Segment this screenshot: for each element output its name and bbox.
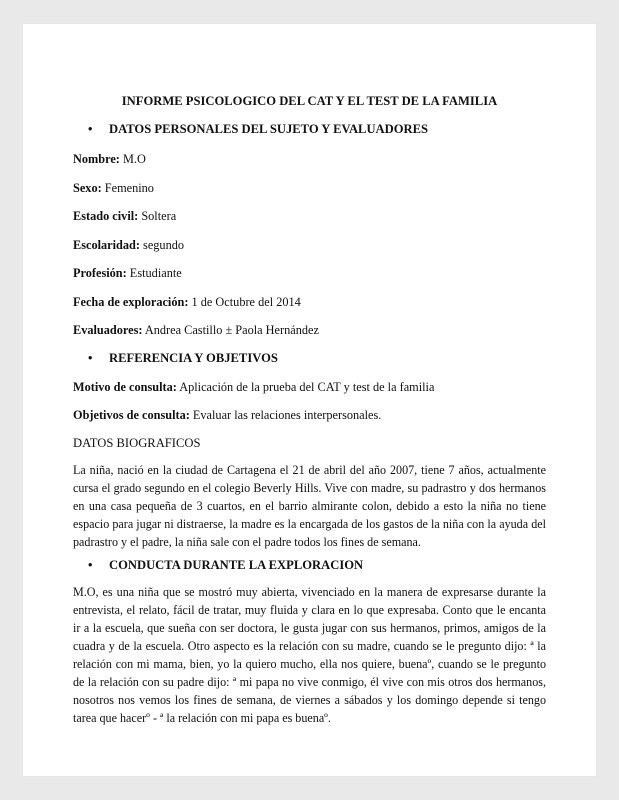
field-profesion: [73, 265, 182, 283]
field-label: Evaluadores:: [73, 323, 143, 337]
field-label: Fecha de exploración:: [73, 295, 189, 309]
field-label: Profesión:: [73, 266, 127, 280]
paragraph-line: tarea que hacerº - ª la relación con mi papa es buenaº.: [73, 711, 331, 725]
field-fecha-exploracion: [73, 294, 301, 312]
section-heading-text: CONDUCTA DURANTE LA EXPLORACION: [109, 558, 364, 572]
field-label: Estado civil:: [73, 209, 139, 223]
paragraph-line: La niña, nació en la ciudad de Cartagena el 21 de abril del año 2007, tiene 7 años, actualmente: [73, 463, 546, 477]
field-label: Escolaridad:: [73, 238, 140, 252]
paragraph-line: en una casa pequeña de 3 cuartos, en el barrio almirante colon, debido a esto la niña no tiene: [73, 499, 546, 513]
bullet-icon: •: [88, 351, 93, 365]
paragraph-line: padrastro y el padre, la niña sale con el padre todos los fines de semana.: [73, 535, 421, 549]
field-value: Evaluar las relaciones interpersonales.: [189, 408, 382, 422]
document-page: [23, 24, 596, 776]
field-label: Sexo:: [73, 181, 102, 195]
field-value: segundo: [139, 238, 185, 252]
field-label: Motivo de consulta:: [73, 380, 177, 394]
field-nombre: [73, 151, 146, 169]
paragraph-line: espacio para jugar ni distraerse, la madre es la encargada de los gastos de la niña con la ayuda del: [73, 517, 546, 531]
paragraph-line: entrevista, el relato, fácil de tratar, muy fluida y clara en lo que expresaba. Conto que le encanta: [73, 603, 546, 617]
section-heading-text: DATOS PERSONALES DEL SUJETO Y EVALUADORES: [109, 122, 429, 136]
paragraph-conducta: [73, 583, 546, 727]
bullet-icon: •: [88, 558, 93, 572]
field-value: Aplicación de la prueba del CAT y test de la familia: [176, 380, 435, 394]
field-sexo: [73, 180, 154, 198]
field-objetivos-consulta: [73, 407, 381, 425]
document-title: INFORME PSICOLOGICO DEL CAT Y EL TEST DE LA FAMILIA: [121, 94, 498, 108]
field-value: Femenino: [101, 181, 154, 195]
field-value: Andrea Castillo ± Paola Hernández: [142, 323, 319, 337]
paragraph-line: cuadra y de la escuela. Otro aspecto es la relación con su madre, cuando se le pregunto dijo: ª la: [73, 639, 546, 653]
field-value: M.O: [119, 152, 146, 166]
field-label: Objetivos de consulta:: [73, 408, 190, 422]
field-motivo-consulta: [73, 379, 434, 397]
paragraph-line: ir a la escuela, que sueña con ser doctora, le gusta jugar con sus hermanos, primos, amigos de la: [73, 621, 546, 635]
field-estado-civil: [73, 208, 176, 226]
paragraph-line: de la relación con su padre dijo: ª mi papa no vive conmigo, él vive con mis otros dos hermanos,: [73, 675, 546, 689]
field-value: 1 de Octubre del 2014: [188, 295, 301, 309]
bullet-icon: •: [88, 122, 93, 136]
field-value: Soltera: [138, 209, 177, 223]
field-escolaridad: [73, 237, 184, 255]
paragraph-line: nosotros nos vemos los fines de semana, de viernes a sábados y los domingo depende si tengo: [73, 693, 546, 707]
paragraph-line: relación con mi mama, bien, yo la quiero mucho, ella nos quiere, buenaº, cuando se le pregunto: [73, 657, 546, 671]
section-heading-text: REFERENCIA Y OBJETIVOS: [109, 351, 278, 365]
paragraph-line: cursa el grado segundo en el colegio Beverly Hills. Vive con madre, su padrastro y dos hermanos: [73, 481, 546, 495]
section-heading-datos-biograficos: DATOS BIOGRAFICOS: [73, 436, 201, 450]
paragraph-datos-biograficos: [73, 461, 546, 551]
field-value: Estudiante: [126, 266, 182, 280]
field-evaluadores: [73, 322, 319, 340]
paragraph-line: M.O, es una niña que se mostró muy abierta, vivenciado en la manera de expresarse durante la: [73, 585, 546, 599]
field-label: Nombre:: [73, 152, 120, 166]
